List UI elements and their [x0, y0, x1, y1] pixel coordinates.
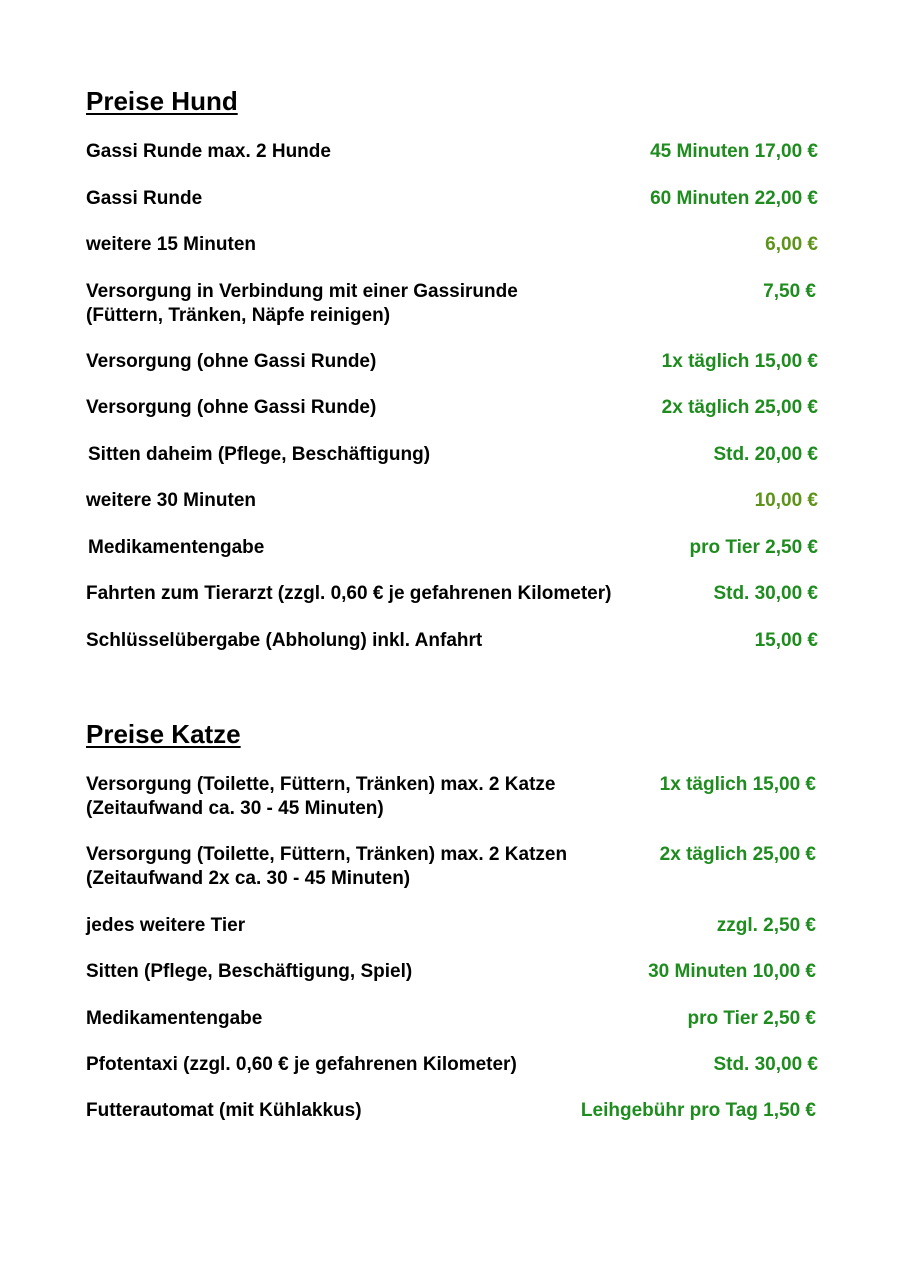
service-label-line: Versorgung (ohne Gassi Runde): [86, 397, 377, 418]
service-label-line: Fahrten zum Tierarzt (zzgl. 0,60 € je gefahrenen Kilometer): [86, 583, 612, 604]
service-label: [88, 536, 264, 560]
service-label-line: weitere 15 Minuten: [86, 234, 256, 255]
service-price: pro Tier 2,50 €: [689, 537, 818, 558]
service-label: [86, 1007, 262, 1031]
service-label: [86, 489, 256, 513]
service-label-line: Schlüsselübergabe (Abholung) inkl. Anfahrt: [86, 630, 483, 651]
service-label-line: Versorgung (Toilette, Füttern, Tränken) max. 2 Katze: [86, 774, 556, 795]
service-price: 2x täglich 25,00 €: [661, 397, 818, 418]
service-price: 10,00 €: [754, 490, 818, 511]
service-label-line: Gassi Runde max. 2 Hunde: [86, 141, 331, 162]
service-label: [86, 773, 555, 821]
service-label-line: Pfotentaxi (zzgl. 0,60 € je gefahrenen Kilometer): [86, 1054, 517, 1075]
service-label-line: Sitten daheim (Pflege, Beschäftigung): [88, 444, 431, 465]
service-label-line: Medikamentengabe: [86, 1008, 263, 1029]
service-label: [86, 140, 331, 164]
service-label-line: Medikamentengabe: [88, 537, 265, 558]
service-label-line: (Zeitaufwand ca. 30 - 45 Minuten): [86, 798, 384, 819]
service-price: Leihgebühr pro Tag 1,50 €: [580, 1100, 816, 1121]
service-label-line: weitere 30 Minuten: [86, 490, 256, 511]
service-price: 15,00 €: [754, 630, 818, 651]
service-price: Std. 30,00 €: [713, 1054, 818, 1075]
service-label: [86, 1099, 362, 1123]
service-price: Std. 30,00 €: [713, 583, 818, 604]
service-label-line: Versorgung (Toilette, Füttern, Tränken) max. 2 Katzen: [86, 844, 568, 865]
service-price: 60 Minuten 22,00 €: [650, 188, 818, 209]
service-price: 1x täglich 15,00 €: [661, 351, 818, 372]
service-label: [86, 914, 245, 938]
service-label-line: Sitten (Pflege, Beschäftigung, Spiel): [86, 961, 413, 982]
service-label-line: Futterautomat (mit Kühlakkus): [86, 1100, 362, 1121]
service-label: [86, 629, 482, 653]
service-label: [86, 187, 202, 211]
service-label: [86, 280, 518, 328]
service-price: Std. 20,00 €: [713, 444, 818, 465]
service-label: [86, 960, 412, 984]
service-price: pro Tier 2,50 €: [687, 1008, 816, 1029]
service-label-line: (Füttern, Tränken, Näpfe reinigen): [86, 305, 391, 326]
cat-prices-heading: Preise Katze: [86, 719, 241, 749]
service-price: 2x täglich 25,00 €: [659, 844, 816, 865]
service-label: [86, 843, 567, 891]
service-label: [86, 233, 256, 257]
service-price: zzgl. 2,50 €: [716, 915, 816, 936]
service-price: 30 Minuten 10,00 €: [648, 961, 816, 982]
service-label: [86, 396, 376, 420]
service-label: [86, 1053, 517, 1077]
service-price: 7,50 €: [763, 281, 816, 302]
service-label-line: jedes weitere Tier: [86, 915, 246, 936]
service-label: [86, 350, 376, 374]
service-label-line: (Zeitaufwand 2x ca. 30 - 45 Minuten): [86, 868, 411, 889]
dog-prices-heading: Preise Hund: [86, 86, 238, 116]
service-label-line: Versorgung in Verbindung mit einer Gassirunde: [86, 281, 518, 302]
service-label: [88, 443, 430, 467]
service-price: 6,00 €: [765, 234, 818, 255]
service-label-line: Gassi Runde: [86, 188, 203, 209]
service-label-line: Versorgung (ohne Gassi Runde): [86, 351, 377, 372]
service-price: 45 Minuten 17,00 €: [650, 141, 818, 162]
service-label: [86, 582, 611, 606]
service-price: 1x täglich 15,00 €: [659, 774, 816, 795]
